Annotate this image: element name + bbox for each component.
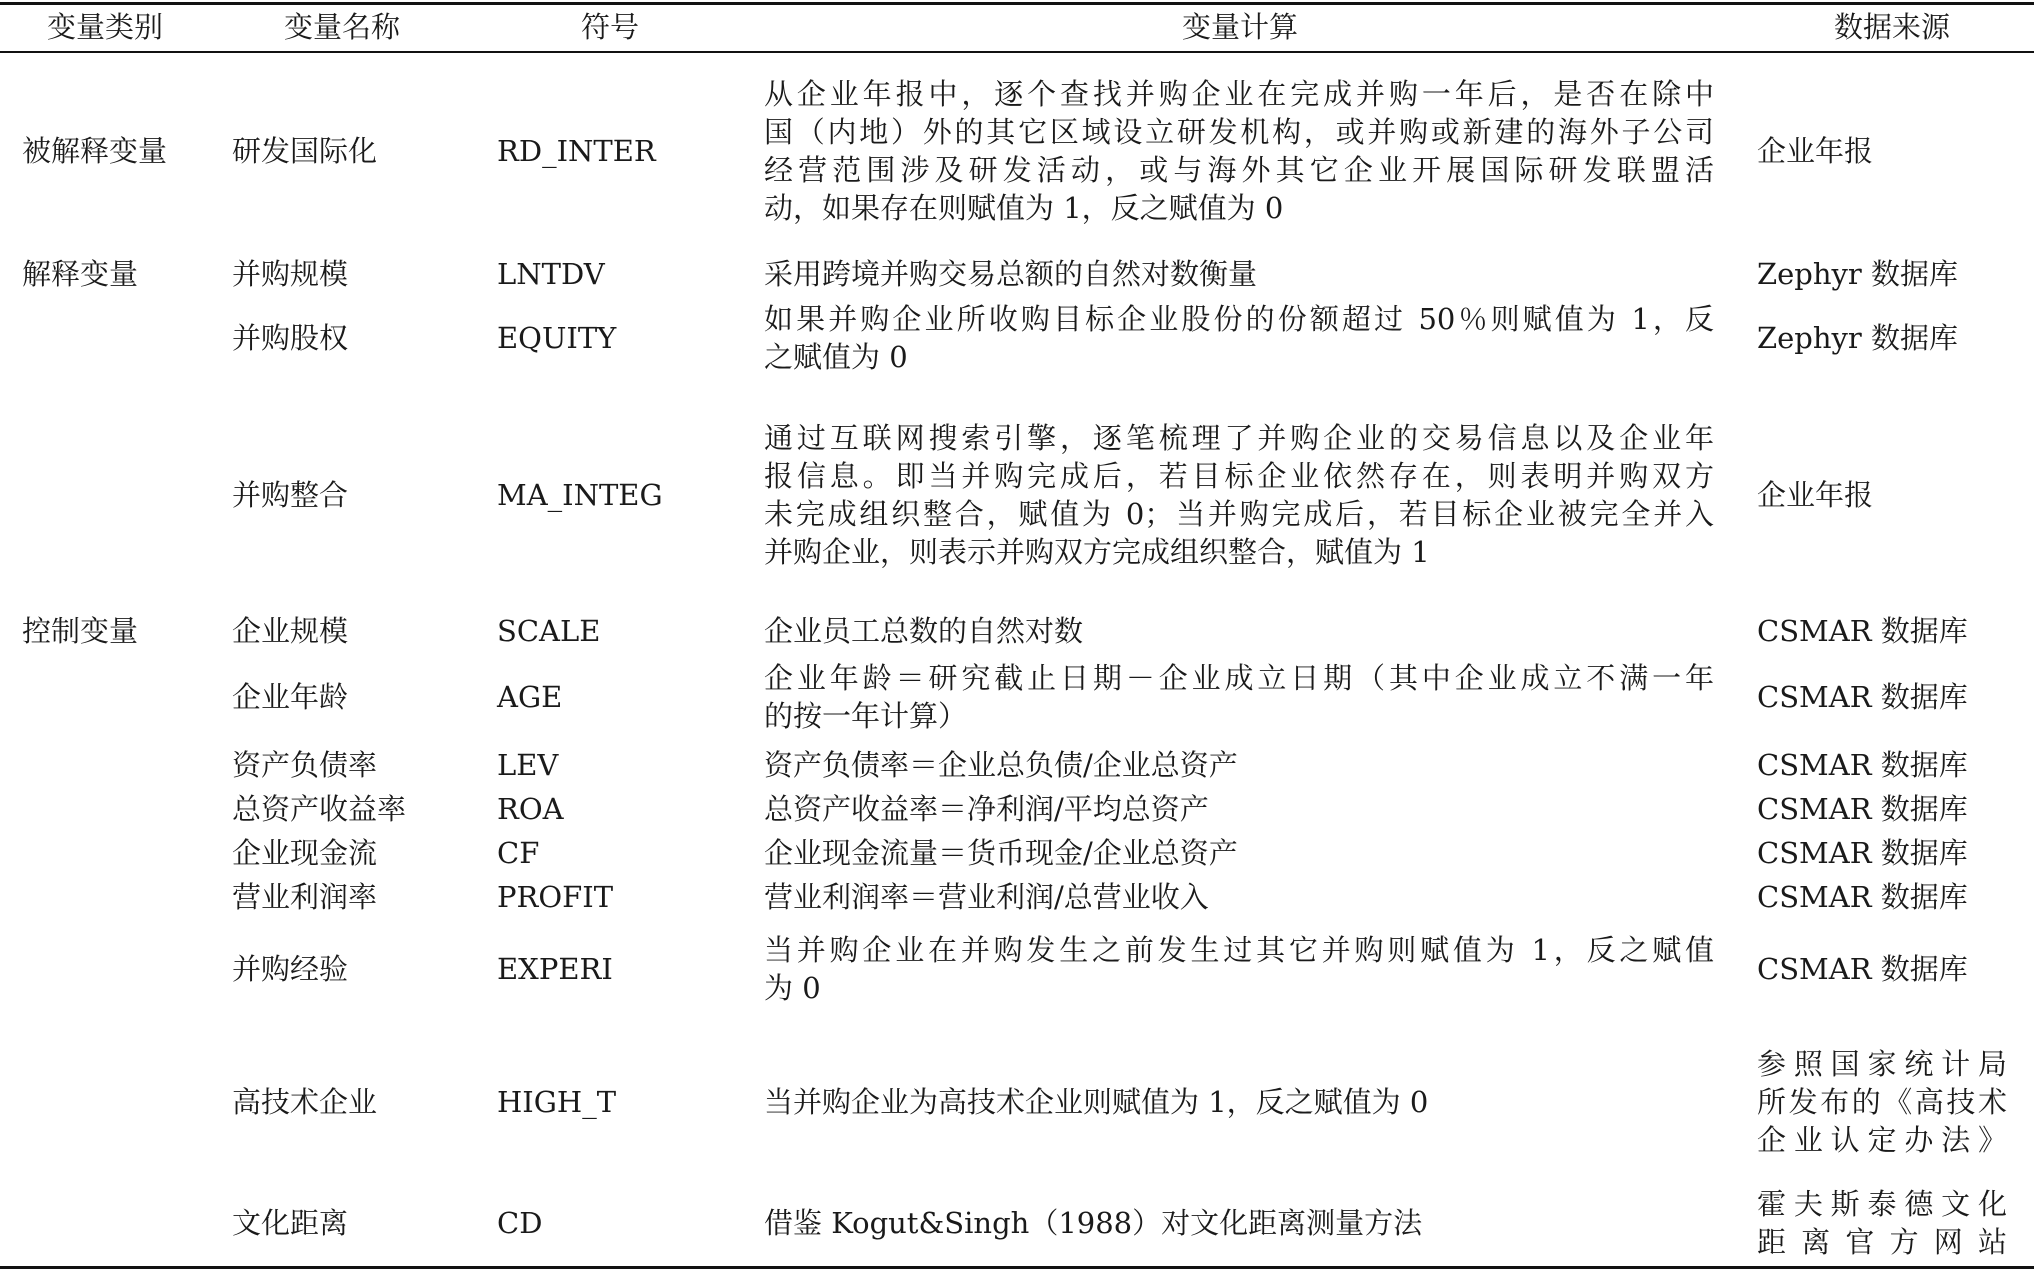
calc-line: 企业现金流量＝货币现金/企业总资产 (764, 836, 1238, 870)
name-line: 总资产收益率 (232, 792, 407, 826)
cell-source (1757, 878, 1968, 916)
cell-name (232, 950, 348, 988)
name-line: 文化距离 (232, 1206, 349, 1240)
symbol-line: EXPERI (497, 952, 613, 986)
cell-name (232, 476, 348, 514)
name-line: 并购股权 (232, 321, 349, 355)
cell-calc (764, 790, 1714, 828)
cell-calc (764, 75, 1714, 227)
cell-symbol (497, 132, 656, 170)
calc-line: 经营范围涉及研发活动，或与海外其它企业开展国际研发联盟活 (764, 153, 1714, 187)
calc-line: 企业员工总数的自然对数 (764, 614, 1084, 648)
cell-calc (764, 931, 1714, 1007)
symbol-line: ROA (497, 792, 564, 826)
symbol-line: PROFIT (497, 880, 614, 914)
cell-calc (764, 255, 1714, 293)
header-rule (0, 51, 2034, 53)
cell-symbol (497, 1204, 542, 1242)
cell-name (232, 834, 377, 872)
name-line: 营业利润率 (232, 880, 378, 914)
cell-calc (764, 1204, 1714, 1242)
source-line: 企业认定办法》 (1757, 1123, 2007, 1157)
calc-line: 当并购企业在并购发生之前发生过其它并购则赋值为 1，反之赋值 (764, 933, 1714, 967)
cell-source (1757, 678, 1968, 716)
cell-symbol (497, 319, 616, 357)
cell-calc (764, 612, 1714, 650)
name-line: 资产负债率 (232, 748, 378, 782)
name-line: 企业年龄 (232, 680, 349, 714)
source-line: CSMAR 数据库 (1757, 880, 1968, 914)
cell-source (1757, 255, 1958, 293)
cell-source (1757, 1045, 2007, 1159)
cell-calc (764, 746, 1714, 784)
cell-symbol (497, 950, 613, 988)
symbol-line: LEV (497, 748, 559, 782)
cell-source (1757, 790, 1968, 828)
cell-symbol (497, 612, 600, 650)
calc-line: 动，如果存在则赋值为 1，反之赋值为 0 (764, 191, 1284, 225)
source-line: CSMAR 数据库 (1757, 792, 1968, 826)
header-symbol: 符号 (580, 10, 639, 44)
source-line: 企业年报 (1757, 134, 1874, 168)
name-line: 并购整合 (232, 478, 349, 512)
symbol-line: MA_INTEG (497, 478, 663, 512)
source-line: 参照国家统计局 (1757, 1047, 2007, 1081)
top-rule (0, 2, 2034, 5)
symbol-line: LNTDV (497, 257, 605, 291)
cell-source (1757, 1185, 2007, 1261)
cell-symbol (497, 878, 613, 916)
cell-name (232, 319, 348, 357)
cell-symbol (497, 790, 564, 828)
cell-calc (764, 659, 1714, 735)
calc-line: 未完成组织整合，赋值为 0；当并购完成后，若目标企业被完全并入 (764, 497, 1714, 531)
name-line: 企业现金流 (232, 836, 378, 870)
cell-symbol (497, 476, 663, 514)
source-line: Zephyr 数据库 (1757, 257, 1959, 291)
cell-symbol (497, 1083, 616, 1121)
cell-calc (764, 878, 1714, 916)
category-line: 被解释变量 (22, 134, 168, 168)
name-line: 企业规模 (232, 614, 349, 648)
calc-line: 并购企业，则表示并购双方完成组织整合，赋值为 1 (764, 535, 1430, 569)
source-line: 霍夫斯泰德文化 (1757, 1187, 2007, 1221)
cell-symbol (497, 678, 562, 716)
category-line: 控制变量 (22, 614, 139, 648)
calc-line: 总资产收益率＝净利润/平均总资产 (764, 792, 1209, 826)
calc-line: 采用跨境并购交易总额的自然对数衡量 (764, 257, 1258, 291)
cell-source (1757, 950, 1968, 988)
cell-calc (764, 834, 1714, 872)
cell-name (232, 255, 348, 293)
cell-symbol (497, 255, 605, 293)
cell-source (1757, 834, 1968, 872)
cell-calc (764, 419, 1714, 571)
calc-line: 借鉴 Kogut&Singh（1988）对文化距离测量方法 (764, 1206, 1423, 1240)
cell-source (1757, 319, 1958, 357)
cell-name (232, 1083, 377, 1121)
cell-source (1757, 132, 1873, 170)
calc-line: 当并购企业为高技术企业则赋值为 1，反之赋值为 0 (764, 1085, 1429, 1119)
name-line: 并购经验 (232, 952, 349, 986)
symbol-line: SCALE (497, 614, 601, 648)
cell-symbol (497, 834, 539, 872)
symbol-line: EQUITY (497, 321, 617, 355)
cell-calc (764, 1083, 1714, 1121)
cell-name (232, 612, 348, 650)
source-line: 企业年报 (1757, 478, 1874, 512)
cell-source (1757, 612, 1968, 650)
calc-line: 通过互联网搜索引擎，逐笔梳理了并购企业的交易信息以及企业年 (764, 421, 1714, 455)
source-line: 所发布的《高技术 (1757, 1085, 2007, 1119)
calc-line: 如果并购企业所收购目标企业股份的份额超过 50％则赋值为 1，反 (764, 302, 1714, 336)
header-category: 变量类别 (46, 10, 163, 44)
source-line: CSMAR 数据库 (1757, 748, 1968, 782)
category-line: 解释变量 (22, 257, 139, 291)
header-calculation: 变量计算 (1181, 10, 1298, 44)
name-line: 研发国际化 (232, 134, 378, 168)
calc-line: 从企业年报中，逐个查找并购企业在完成并购一年后，是否在除中 (764, 77, 1714, 111)
bottom-rule (0, 1266, 2034, 1269)
header-source: 数据来源 (1833, 10, 1950, 44)
cell-name (232, 790, 406, 828)
symbol-line: CD (497, 1206, 543, 1240)
calc-line: 报信息。即当并购完成后，若目标企业依然存在，则表明并购双方 (764, 459, 1714, 493)
calc-line: 资产负债率＝企业总负债/企业总资产 (764, 748, 1238, 782)
calc-line: 为 0 (764, 971, 821, 1005)
calc-line: 的按一年计算） (764, 699, 968, 733)
header-name: 变量名称 (283, 10, 400, 44)
source-line: Zephyr 数据库 (1757, 321, 1959, 355)
cell-category (22, 612, 138, 650)
cell-name (232, 132, 377, 170)
symbol-line: CF (497, 836, 540, 870)
source-line: CSMAR 数据库 (1757, 952, 1968, 986)
cell-source (1757, 746, 1968, 784)
cell-category (22, 255, 138, 293)
cell-category (22, 132, 167, 170)
symbol-line: RD_INTER (497, 134, 656, 168)
cell-source (1757, 476, 1873, 514)
symbol-line: HIGH_T (497, 1085, 617, 1119)
cell-name (232, 878, 377, 916)
source-line: CSMAR 数据库 (1757, 836, 1968, 870)
calc-line: 营业利润率＝营业利润/总营业收入 (764, 880, 1209, 914)
calc-line: 国（内地）外的其它区域设立研发机构，或并购或新建的海外子公司 (764, 115, 1714, 149)
source-line: CSMAR 数据库 (1757, 680, 1968, 714)
cell-calc (764, 300, 1714, 376)
symbol-line: AGE (497, 680, 563, 714)
cell-symbol (497, 746, 558, 784)
cell-name (232, 1204, 348, 1242)
source-line: CSMAR 数据库 (1757, 614, 1968, 648)
name-line: 高技术企业 (232, 1085, 378, 1119)
calc-line: 之赋值为 0 (764, 340, 908, 374)
name-line: 并购规模 (232, 257, 349, 291)
cell-name (232, 678, 348, 716)
cell-name (232, 746, 377, 784)
calc-line: 企业年龄＝研究截止日期－企业成立日期（其中企业成立不满一年 (764, 661, 1714, 695)
source-line: 距离官方网站 (1757, 1225, 2007, 1259)
